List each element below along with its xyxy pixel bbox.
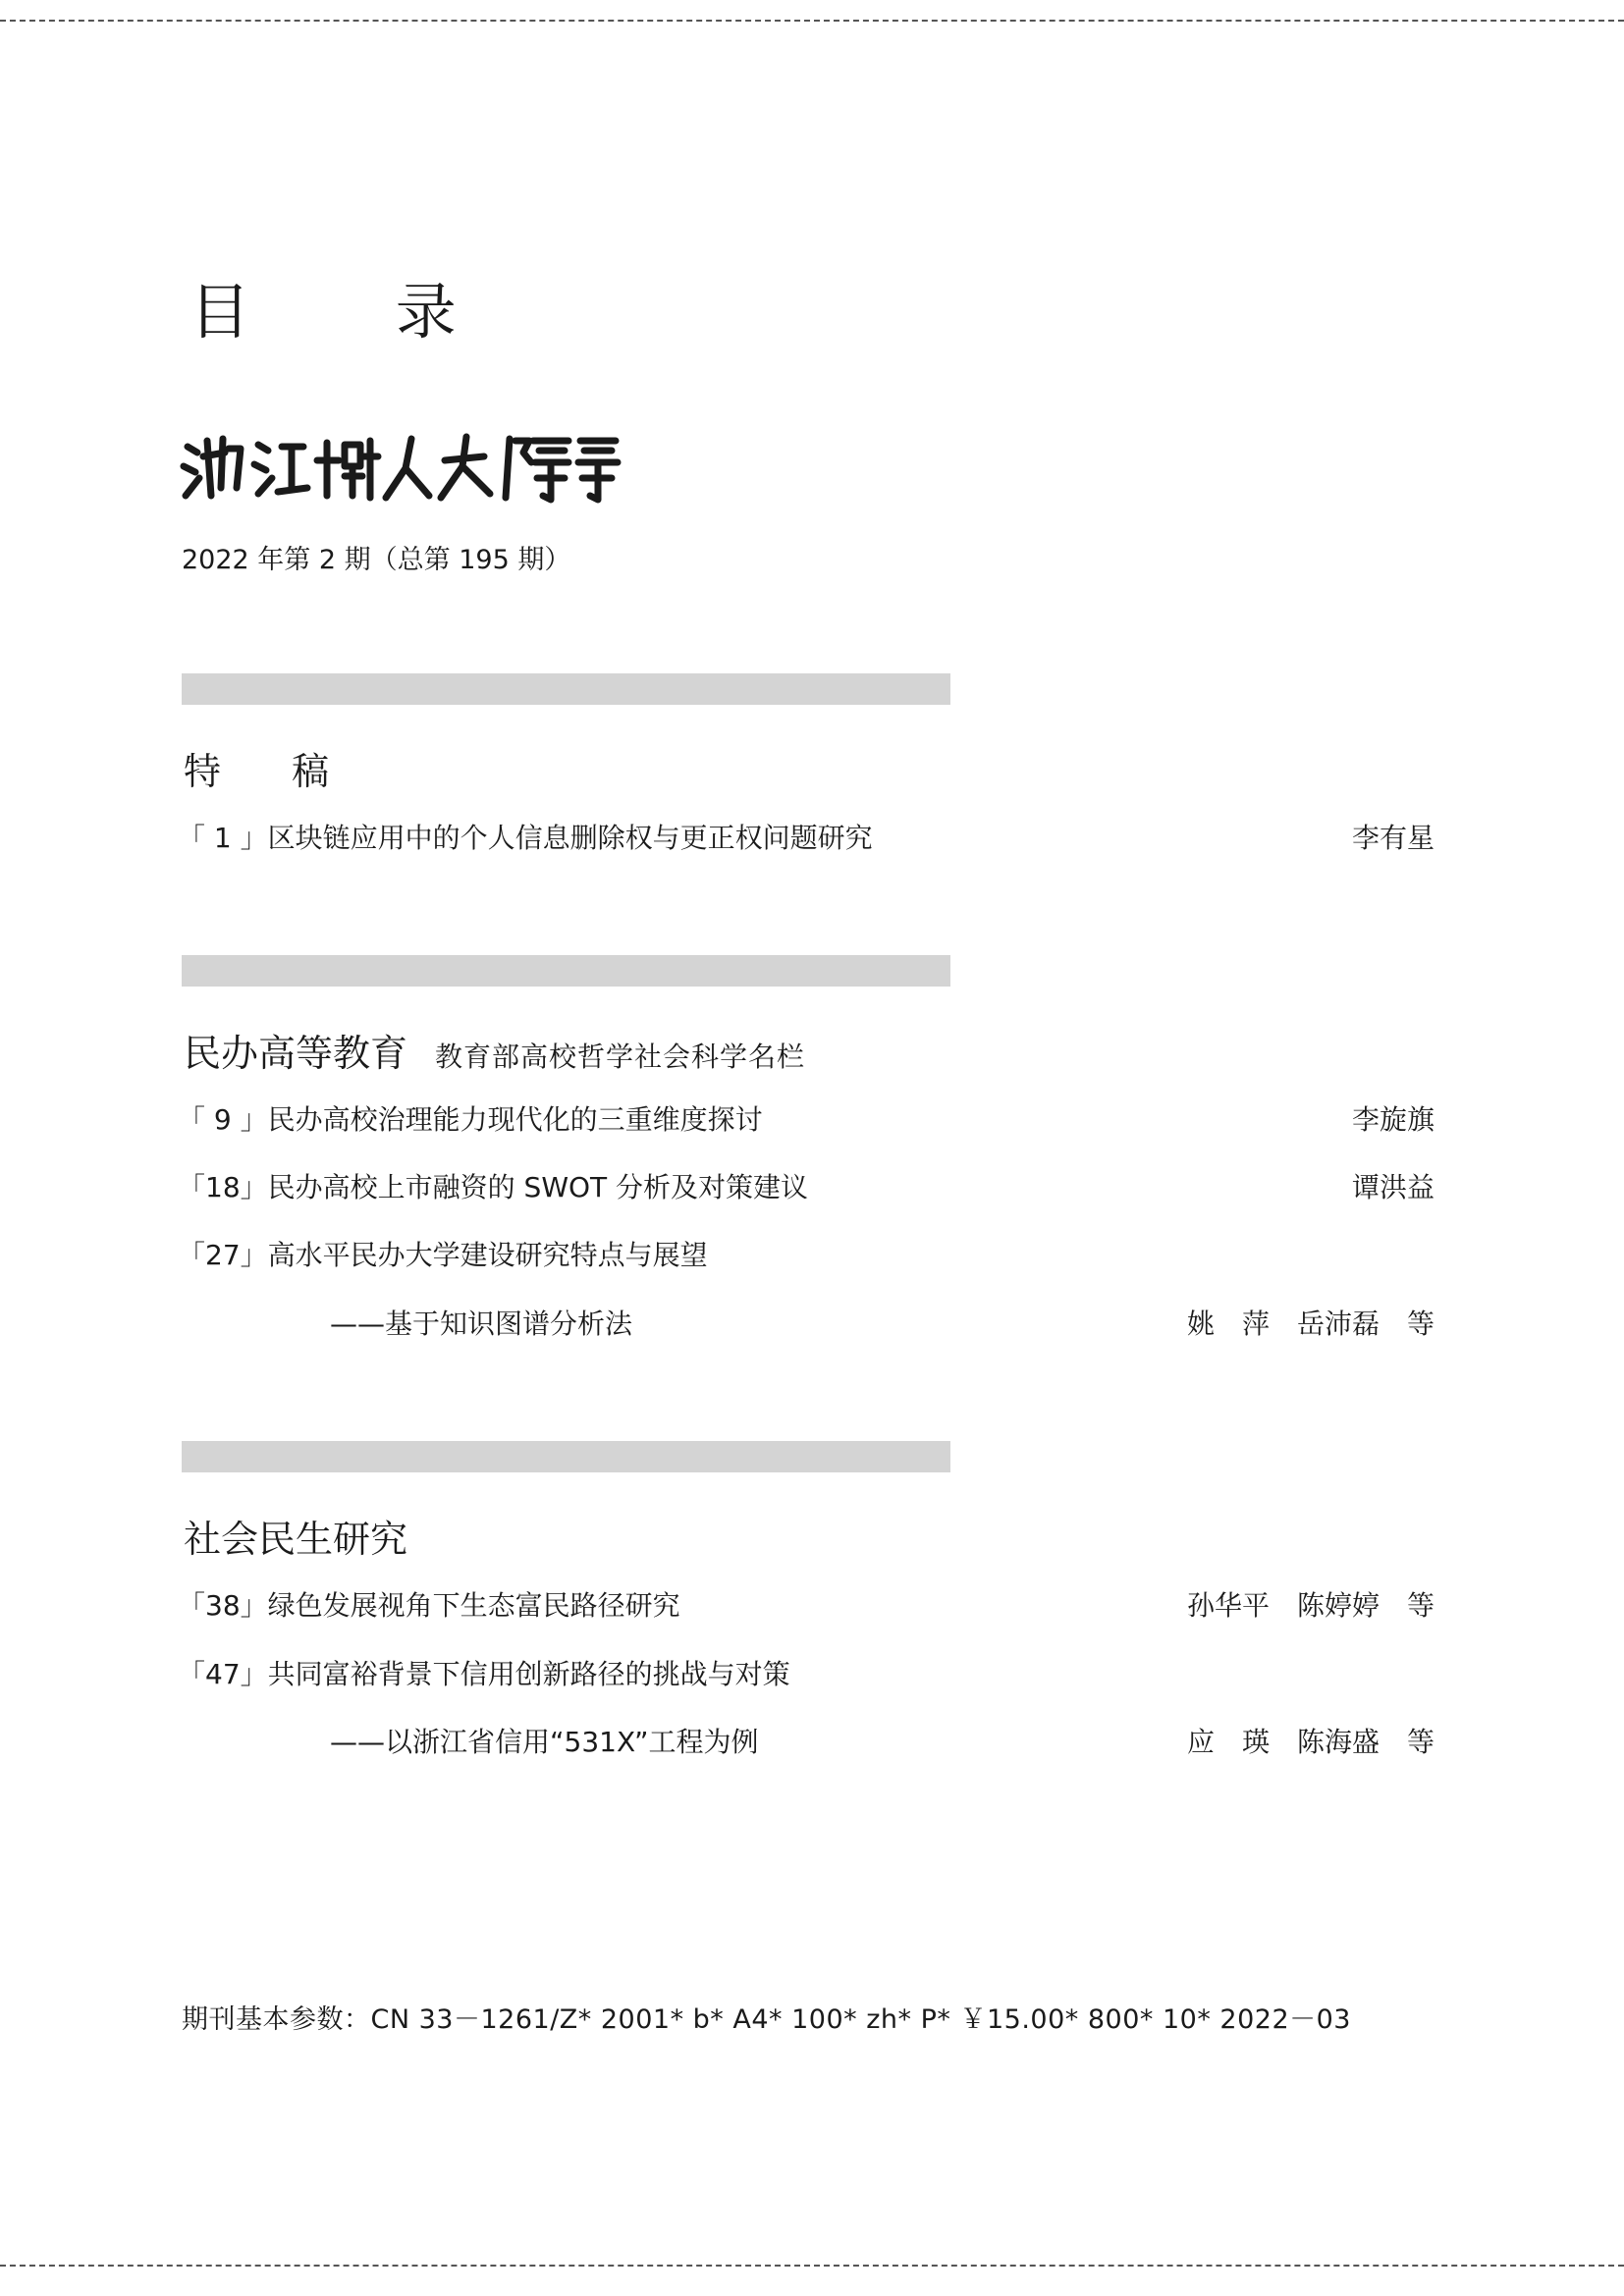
article-title: 民办高校上市融资的 SWOT 分析及对策建议 [267, 1171, 809, 1203]
issue-line: 2022 年第 2 期（总第 195 期） [182, 545, 571, 575]
toc-entry[interactable] [178, 1098, 1435, 1138]
article-subtitle: ——以浙江省信用“531X”工程为例 [330, 1726, 759, 1758]
article-authors: 姚 萍 岳沛磊 等 [1186, 1308, 1435, 1340]
article-authors: 李旋旗 [1351, 1103, 1435, 1136]
article-authors: 谭洪益 [1351, 1171, 1435, 1203]
toc-entry[interactable] [178, 1584, 1435, 1624]
page-number: 「 9 」 [178, 1103, 268, 1136]
toc-entry-subtitle[interactable] [178, 1721, 1435, 1760]
toc-entry[interactable] [178, 1166, 1435, 1205]
toc-entry[interactable] [178, 1234, 1435, 1273]
article-title: 区块链应用中的个人信息删除权与更正权问题研究 [267, 822, 873, 854]
section-subtitle: 教育部高校哲学社会科学名栏 [435, 1041, 806, 1073]
page-number: 「47」 [178, 1658, 268, 1690]
section-title: 特 稿 [184, 750, 359, 793]
toc-entry-subtitle[interactable] [178, 1303, 1435, 1342]
page-heading: 目 录 [189, 276, 519, 347]
article-authors: 孙华平 陈婷婷 等 [1186, 1589, 1435, 1622]
toc-entry[interactable] [178, 1653, 1435, 1692]
article-title: 高水平民办大学建设研究特点与展望 [267, 1239, 708, 1271]
page-number: 「18」 [178, 1171, 268, 1203]
section-bar [182, 1441, 950, 1472]
article-title: 共同富裕背景下信用创新路径的挑战与对策 [267, 1658, 790, 1690]
top-dashed-rule [0, 20, 1624, 22]
article-title: 民办高校治理能力现代化的三重维度探讨 [267, 1103, 763, 1136]
page-number: 「38」 [178, 1589, 268, 1622]
article-authors: 李有星 [1351, 822, 1435, 854]
bottom-dashed-rule [0, 2265, 1624, 2267]
section-title: 民办高等教育 教育部高校哲学社会科学名栏 [184, 1032, 806, 1075]
journal-logo [180, 427, 631, 509]
article-authors: 应 瑛 陈海盛 等 [1186, 1726, 1435, 1758]
section-bar [182, 955, 950, 987]
journal-parameters: 期刊基本参数：CN 33－1261/Z* 2001* b* A4* 100* zh* P* ￥15.00* 800* 10* 2022－03 [182, 2004, 1351, 2035]
toc-entry[interactable] [178, 817, 1435, 856]
page-number: 「27」 [178, 1239, 268, 1271]
section-title: 社会民生研究 [184, 1518, 408, 1561]
section-bar [182, 673, 950, 705]
article-subtitle: ——基于知识图谱分析法 [330, 1308, 633, 1340]
article-title: 绿色发展视角下生态富民路径研究 [267, 1589, 680, 1622]
page-number: 「 1 」 [178, 822, 268, 854]
